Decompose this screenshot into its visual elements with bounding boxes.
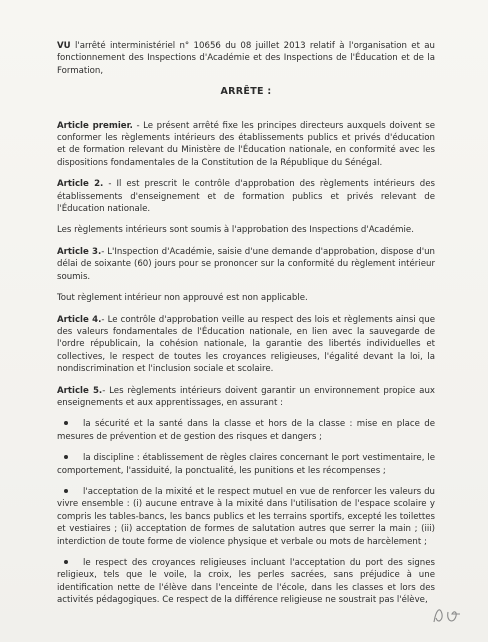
article-3-text: - L'Inspection d'Académie, saisie d'une demande d'approbation, dispose d'un délai de soixante (60) jours pour se prononcer sur la conformité du règlement intérieur soumis. (57, 246, 435, 282)
article-2-paragraph-2: Les règlements intérieurs sont soumis à l'approbation des Inspections d'Académie. (57, 225, 414, 236)
bullet-icon (64, 560, 68, 564)
article-2-label: Article 2. (57, 179, 104, 190)
article-1 (57, 120, 435, 170)
article-1-label: Article premier. (57, 120, 133, 131)
article-2-text: - Il est prescrit le contrôle d'approbation des règlements intérieurs des établissements d'enseignement et de formation publics et privés relevant de l'Éducation nationale. (57, 179, 435, 215)
bullet-item (57, 557, 435, 607)
bullet-item (57, 486, 435, 548)
article-3 (57, 246, 435, 283)
bullet-item (57, 418, 435, 443)
bullet-icon (64, 455, 68, 459)
vu-text: l'arrêté interministériel n° 10656 du 08 juillet 2013 relatif à l'organisation et au fonctionnement des Inspections d'Académie et des Inspections de l'Éducation et de la Formation, (57, 41, 435, 76)
article-3-paragraph-2: Tout règlement intérieur non approuvé est non applicable. (57, 293, 308, 304)
bullet-text: le respect des croyances religieuses incluant l'acceptation du port des signes religieux, tels que le voile, la croix, les perles sacrées, sans préjudice à une identification nette de l'élève dans l'enceinte de l'école, dans les classes et lors des activités pédagogiques. Ce respect de la différence religieuse ne soustrait pas l'élève, (57, 558, 435, 606)
article-5-label: Article 5. (57, 385, 103, 396)
handwritten-initials-icon (432, 600, 470, 630)
bullet-icon (64, 489, 68, 493)
document-title: ARRÊTE : (220, 86, 272, 98)
article-3-label: Article 3. (57, 246, 102, 257)
bullet-item (57, 452, 435, 477)
bullet-text: la sécurité et la santé dans la classe et hors de la classe : mise en place de mesures de prévention et de gestion des risques et dangers ; (57, 419, 435, 442)
article-4-label: Article 4. (57, 314, 102, 325)
vu-paragraph (57, 40, 435, 77)
article-4 (57, 314, 435, 376)
bullet-icon (64, 421, 68, 425)
article-5-text: - Les règlements intérieurs doivent garantir un environnement propice aux enseignements et aux apprentissages, en assurant : (57, 385, 435, 408)
article-5 (57, 385, 435, 410)
article-2 (57, 178, 435, 215)
bullet-text: la discipline : établissement de règles claires concernant le port vestimentaire, le comportement, l'assiduité, la ponctualité, les punitions et les récompenses ; (57, 453, 435, 476)
vu-label: VU (57, 41, 71, 51)
document-body (57, 40, 435, 616)
bullet-text: l'acceptation de la mixité et le respect mutuel en vue de renforcer les valeurs du vivre ensemble : (i) aucune entrave à la mixité dans l'utilisation de l'espace scolaire y compris les tables-bancs, les bancs publics et les terrains sportifs, excepté les toilettes et vestiaires ; (ii) acceptation de formes de salutation autres que serrer la main ; (iii) interdiction de toute forme de violence physique et verbale ou mots de harcèlement ; (57, 486, 435, 547)
article-1-text: - Le présent arrêté fixe les principes directeurs auxquels doivent se conformer les règlements intérieurs des établissements publics et privés d'éducation et de formation relevant du Ministère de l'Éducation nationale, en conformité avec les dispositions fondamentales de la Constitution de la République du Sénégal. (57, 120, 435, 168)
article-4-text: - Le contrôle d'approbation veille au respect des lois et règlements ainsi que des valeurs fondamentales de l'Éducation nationale, en lien avec la sauvegarde de l'ordre républicain, la cohésion nationale, la garantie des libertés individuelles et collectives, le respect de toutes les croyances religieuses, l'égalité devant la loi, la nondiscrimination et l'inclusion sociale et scolaire. (57, 314, 435, 375)
